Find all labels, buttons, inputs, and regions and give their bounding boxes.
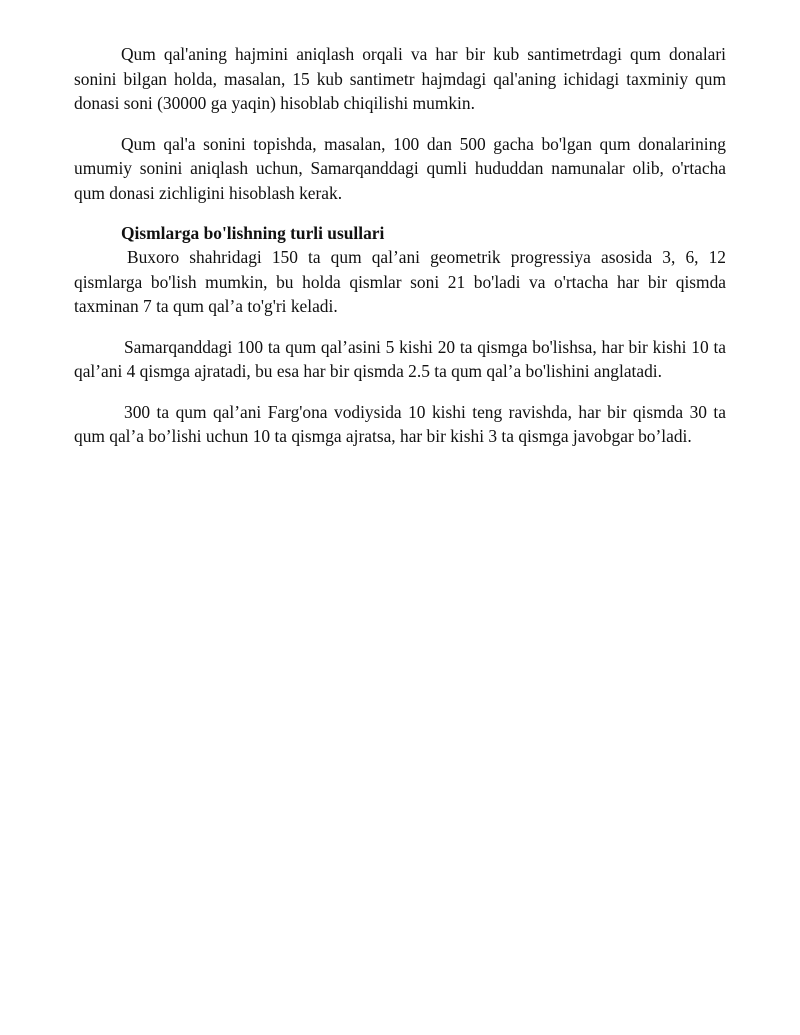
- document-page: [74, 42, 726, 449]
- paragraph-fergana-example: 300 ta qum qal’ani Farg'ona vodiysida 10 kishi teng ravishda, har bir qismda 30 ta qum qal’a bo’lishi uchun 10 ta qismga ajratsa, har bir kishi 3 ta qismga javobgar bo’ladi.: [74, 401, 726, 446]
- paragraph-bukhara-example: Buxoro shahridagi 150 ta qum qal’ani geometrik progressiya asosida 3, 6, 12 qismlarga bo'lish mumkin, bu holda qismlar soni 21 bo'ladi va o'rtacha har bir qismda taxminan 7 ta qum qal’a to'g'ri keladi.: [74, 247, 726, 316]
- paragraph-sample-density: Qum qal'a sonini topishda, masalan, 100 dan 500 gacha bo'lgan qum donalarining umumiy sonini aniqlash uchun, Samarqanddagi qumli hududdan namunalar olib, o'rtacha qum donasi zichligini hisoblash kerak.: [74, 133, 726, 203]
- section-heading: Qismlarga bo'lishning turli usullari: [121, 223, 385, 243]
- paragraph-volume-estimation: Qum qal'aning hajmini aniqlash orqali va har bir kub santimetrdagi qum donalari sonini bilgan holda, masalan, 15 kub santimetr hajmdagi qal'aning ichidagi taxminiy qum donasi soni (30000 ga yaqin) hisoblab chiqilishi mumkin.: [74, 44, 726, 113]
- paragraph-samarkand-example: Samarqanddagi 100 ta qum qal’asini 5 kishi 20 ta qismga bo'lishsa, har bir kishi 10 ta qal’ani 4 qismga ajratadi, bu esa har bir qismda 2.5 ta qum qal’a bo'lishini anglatadi.: [74, 336, 726, 381]
